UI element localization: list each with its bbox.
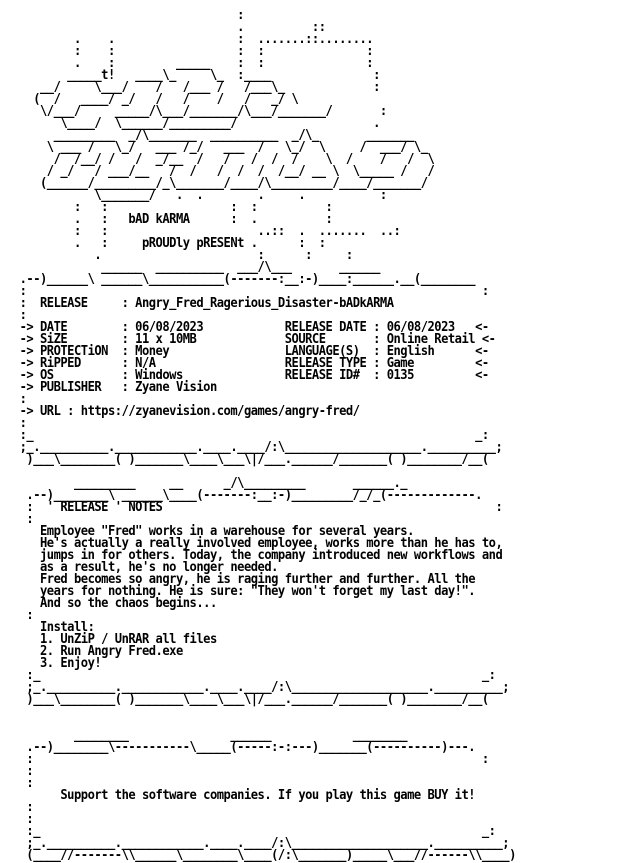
- nfo-line: Install:: [6, 620, 95, 635]
- nfo-line: -> URL : https://zyanevision.com/games/angry-fred/: [6, 404, 360, 419]
- nfo-line: _________ _/\_______ __________ _/\_ _______: [6, 128, 414, 143]
- nfo-line: -> DATE : 06/08/2023 RELEASE DATE : 06/08/2023 <-: [6, 320, 489, 335]
- nfo-line: :: [6, 812, 34, 827]
- nfo-line: : : : : :: [6, 200, 333, 215]
- nfo-line: He's actually a really involved employee, works more than he has to,: [6, 536, 503, 551]
- nfo-line: as a result, he's no longer needed.: [6, 560, 278, 575]
- nfo-line: Employee "Fred" works in a warehouse for several years.: [6, 524, 414, 539]
- nfo-line: :_ _:: [6, 668, 496, 683]
- nfo-line: ______ __________ ___/\___ ______: [6, 260, 380, 275]
- nfo-line: Fred becomes so angry, he is raging further and further. All the: [6, 572, 476, 587]
- nfo-line: :: [6, 8, 244, 23]
- nfo-line: )___\________( )_______\____\___\|/___.______/_______( )________/__(: [6, 692, 489, 707]
- nfo-line: _____t! ____\_ \_ :____ :: [6, 68, 380, 83]
- nfo-line: : :: [6, 752, 489, 767]
- nfo-line: :: [6, 512, 34, 527]
- nfo-line: :: [6, 764, 34, 779]
- nfo-line: 3. Enjoy!: [6, 656, 102, 671]
- nfo-line: ________ ______ ________: [6, 728, 408, 743]
- nfo-line: .--)________\ ______\____(-------:__:-)_________/_/_(-------------.: [6, 488, 482, 503]
- nfo-line: :: [6, 416, 27, 431]
- nfo-line: ;_.__________.____________.____.____/:\____________________.__________;: [6, 836, 510, 851]
- nfo-line: . : pROUDly pRESENt . : :: [6, 236, 326, 251]
- nfo-line: :_ _:: [6, 824, 496, 839]
- nfo-line: . : : :: [6, 248, 353, 263]
- nfo-line: \____/ \______/_________/ .: [6, 116, 380, 131]
- nfo-line: ;_.__________.____________.____.____/:\____________________.__________;: [6, 680, 510, 695]
- nfo-line: . ::: [6, 20, 326, 35]
- nfo-line: 1. UnZiP / UnRAR all files: [6, 632, 217, 647]
- nfo-line: \_______/ . . . . :: [6, 188, 387, 203]
- nfo-line: years for nothing. He is sure: "They won't forget my last day!".: [6, 584, 476, 599]
- nfo-line: )___\________( )_______\____\___\|/___.______/_______( )________/__(: [6, 452, 489, 467]
- nfo-line: : ' RELEASE ' NOTES :: [6, 500, 503, 515]
- nfo-line: : : : : :: [6, 44, 374, 59]
- nfo-line: / /__/ / / _/__ / / / / / \ / / / \: [6, 152, 435, 167]
- nfo-line: :: [6, 800, 34, 815]
- nfo-line: -> RiPPED : N/A RELEASE TYPE : Game <-: [6, 356, 489, 371]
- nfo-line: : : ..:: . ....... ..:: [6, 224, 401, 239]
- nfo-line: 2. Run Angry Fred.exe: [6, 644, 183, 659]
- nfo-line: -> PUBLISHER : Zyane Vision: [6, 380, 217, 395]
- nfo-line: ;_.__________.____________.____.____/:\____________________.__________;: [6, 440, 503, 455]
- nfo-line: jumps in for others. Today, the company introduced new workflows and: [6, 548, 503, 563]
- nfo-line: -> PROTECTiON : Money LANGUAGE(S) : English <-: [6, 344, 489, 359]
- nfo-line: -> SiZE : 11 x 10MB SOURCE : Online Retail <-: [6, 332, 496, 347]
- nfo-line: :: [6, 776, 34, 791]
- nfo-line: ( / ____/ _/ / / / / _/ \: [6, 92, 408, 107]
- nfo-line: :: [6, 392, 27, 407]
- nfo-line: (______/_________/_\_______/____/\_________/____/_______/: [6, 176, 428, 191]
- nfo-line: _________ __ _/\_________ ______._: [6, 476, 408, 491]
- nfo-line: Support the software companies. If you play this game BUY it!: [6, 788, 476, 803]
- nfo-line: :: [6, 608, 34, 623]
- nfo-line: : :: [6, 284, 489, 299]
- nfo-line: (____//-------\\______\________\____(/:\_______)_____\___//------\\____): [6, 848, 516, 863]
- nfo-line: . : _____ : : :: [6, 56, 374, 71]
- nfo-line: / _/ / ___/__ / / / / / /__/ __ \ \_____ / /: [6, 164, 435, 179]
- nfo-line: .--)________\-----------\_____(-----:-:---)_______(----------)---.: [6, 740, 476, 755]
- nfo-line: \/___/ _____/\___/_______/\___/_______/ :: [6, 104, 387, 119]
- nfo-line: And so the chaos begins...: [6, 596, 217, 611]
- nfo-line: .--)______\ ______\___________(-------:__:-)____:______.__(________: [6, 272, 476, 287]
- nfo-line: __/ \___/ / /___ / /___\_ :: [6, 80, 380, 95]
- nfo-line: -> OS : Windows RELEASE ID# : 0135 <-: [6, 368, 489, 383]
- nfo-line: . : bAD kARMA : . :: [6, 212, 333, 227]
- nfo-line: \ ___ / \_/ ___ /_/ ___ / \_/ \ / ___/ \_: [6, 140, 428, 155]
- nfo-line: . . : .......::........: [6, 32, 374, 47]
- nfo-line: :_ _:: [6, 428, 489, 443]
- nfo-line: : RELEASE : Angry_Fred_Ragerious_Disaster-bADkARMA: [6, 296, 394, 311]
- nfo-line: :: [6, 308, 27, 323]
